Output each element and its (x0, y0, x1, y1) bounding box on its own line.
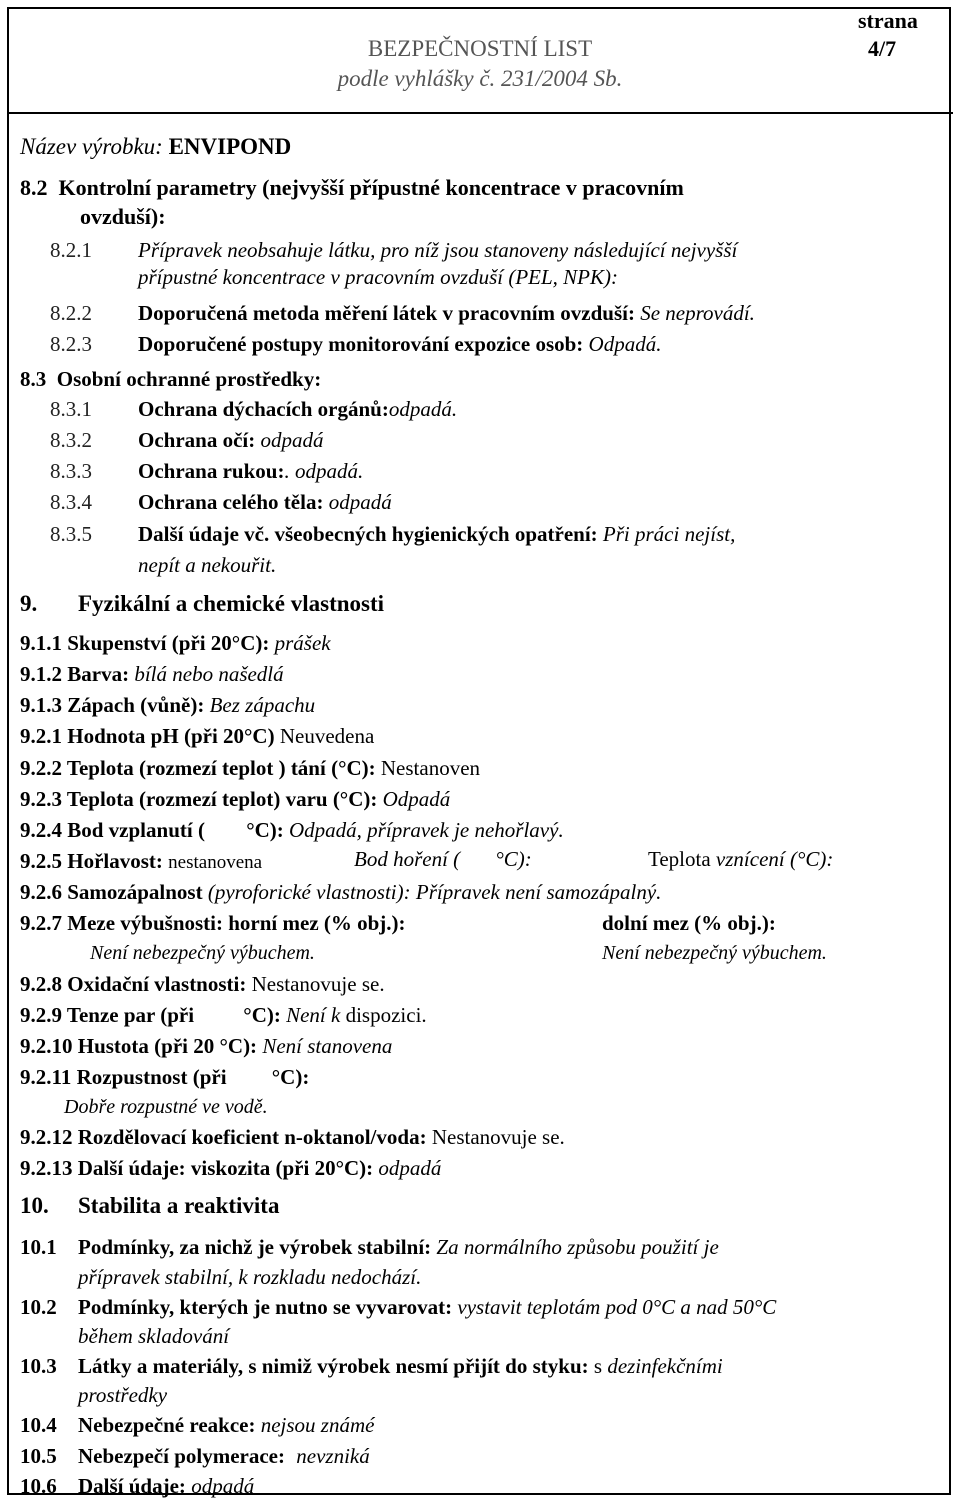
item-9-2-7-label2: dolní mez (% obj.): (602, 911, 776, 935)
section-8-2-3 (50, 331, 661, 357)
item-9-2-10 (20, 1033, 392, 1059)
section-8-2-title: Kontrolní parametry (nejvyšší přípustné koncentrace v pracovním (58, 175, 684, 200)
item-9-1-3-value: Bez zápachu (209, 693, 316, 717)
item-9-2-9 (20, 1002, 427, 1028)
section-10-num: 10. (20, 1193, 49, 1218)
item-9-2-13 (20, 1155, 441, 1181)
item-10-1-value-cont: přípravek stabilní, k rozkladu nedochází. (78, 1265, 422, 1289)
section-8-3-5-label: Další údaje vč. všeobecných hygienických opatření: (138, 522, 598, 546)
section-8-2-2-num: 8.2.2 (50, 301, 92, 325)
section-8-3-1-num: 8.3.1 (50, 397, 92, 421)
section-8-3-5-value-cont: nepít a nekouřit. (138, 553, 277, 577)
item-9-2-5-ignition-unit: vznícení (°C): (715, 847, 834, 871)
item-9-2-9-label-a: 9.2.9 Tenze par (při (20, 1003, 195, 1027)
section-8-2-2-label: Doporučená metoda měření látek v pracovním ovzduší: (138, 301, 635, 325)
section-9-title: Fyzikální a chemické vlastnosti (78, 591, 385, 616)
section-8-2-3-label: Doporučené postupy monitorování expozice osob: (138, 332, 584, 356)
page-number: 4/7 (868, 36, 897, 61)
item-10-2-value-cont: během skladování (78, 1324, 230, 1348)
item-9-2-9-value-italic: Není k (286, 1003, 341, 1027)
header-divider (7, 112, 953, 114)
item-9-2-7-value: Není nebezpečný výbuchem. (90, 942, 315, 964)
section-8-3-5 (50, 521, 735, 547)
item-9-1-1 (20, 630, 331, 656)
item-9-2-4-label-a: 9.2.4 Bod vzplanutí ( (20, 818, 205, 842)
item-9-2-9-value: dispozici. (345, 1003, 427, 1027)
section-8-2-1-num: 8.2.1 (50, 238, 92, 262)
document-title: BEZPEČNOSTNÍ LIST (367, 36, 593, 61)
section-10-title: Stabilita a reaktivita (78, 1193, 280, 1218)
section-8-3-2-num: 8.3.2 (50, 428, 92, 452)
section-8-3-heading (20, 366, 321, 392)
section-8-3-4-num: 8.3.4 (50, 490, 92, 514)
item-9-2-5-boiling-label: Bod hoření ( (354, 847, 461, 871)
item-10-3-value: dezinfekčními (607, 1354, 723, 1378)
section-8-2-1-text-cont: přípustné koncentrace v pracovním ovzduší (PEL, NPK): (138, 265, 618, 289)
item-9-1-3-label: 9.1.3 Zápach (vůně): (20, 693, 205, 717)
item-9-2-2-label: 9.2.2 Teplota (rozmezí teplot ) tání (°C): (20, 756, 376, 780)
item-10-2-num: 10.2 (20, 1295, 57, 1319)
item-10-5 (20, 1443, 370, 1469)
item-10-6-label: Další údaje: (78, 1474, 186, 1498)
item-9-2-5-label: 9.2.5 Hořlavost: (20, 849, 163, 873)
item-9-2-6-label: 9.2.6 Samozápalnost (20, 880, 203, 904)
item-9-2-4-label-b: °C): (246, 818, 284, 842)
section-10-heading (20, 1193, 279, 1219)
item-10-3-value-cont: prostředky (78, 1383, 168, 1407)
item-9-1-1-value: prášek (274, 631, 331, 655)
document-subtitle: podle vyhlášky č. 231/2004 Sb. (337, 66, 623, 91)
product-name: ENVIPOND (168, 134, 292, 159)
item-10-1-value: Za normálního způsobu použití je (436, 1235, 719, 1259)
item-10-4-label: Nebezpečné reakce: (78, 1413, 256, 1437)
item-9-2-10-label: 9.2.10 Hustota (při 20 °C): (20, 1034, 258, 1058)
item-9-2-8-label: 9.2.8 Oxidační vlastnosti: (20, 972, 247, 996)
item-10-2 (20, 1294, 776, 1320)
item-9-2-9-label-b: °C): (243, 1003, 281, 1027)
item-9-2-3 (20, 786, 450, 812)
section-8-3-2-label: Ochrana očí: (138, 428, 256, 452)
item-9-2-3-value: Odpadá (382, 787, 451, 811)
item-9-2-7-label: 9.2.7 Meze výbušnosti: horní mez (% obj.): (20, 911, 406, 935)
item-9-2-2 (20, 755, 480, 781)
item-10-3-value-pre: s (593, 1354, 603, 1378)
section-8-3-1 (50, 396, 457, 422)
item-10-3-label: Látky a materiály, s nimiž výrobek nesmí přijít do styku: (78, 1354, 589, 1378)
section-8-3-2 (50, 427, 323, 453)
item-9-2-4-value: Odpadá, přípravek je nehořlavý. (289, 818, 564, 842)
section-9-num: 9. (20, 591, 38, 616)
item-9-2-5-boiling-unit: °C): (495, 847, 532, 871)
product-label: Název výrobku: (20, 134, 163, 159)
item-9-2-7-value2: Není nebezpečný výbuchem. (602, 942, 827, 964)
item-9-2-6 (20, 879, 661, 905)
section-8-2-2-value: Se neprovádí. (640, 301, 755, 325)
item-10-4-value: nejsou známé (260, 1413, 375, 1437)
item-9-2-11-value: Dobře rozpustné ve vodě. (64, 1096, 268, 1118)
section-8-3-1-label: Ochrana dýchacích orgánů: (138, 397, 389, 421)
item-10-3 (20, 1353, 723, 1379)
product-line (20, 134, 291, 160)
page-word: strana (858, 8, 918, 33)
item-9-2-5-value: nestanovena (168, 852, 263, 873)
section-8-3-4 (50, 489, 392, 515)
section-8-2-1-text: Přípravek neobsahuje látku, pro níž jsou stanoveny následující nejvyšší (138, 238, 738, 262)
item-10-4-num: 10.4 (20, 1413, 57, 1437)
item-9-2-5-ignition-label: Teplota (648, 847, 711, 871)
item-9-2-1 (20, 723, 374, 749)
item-9-2-11-label-a: 9.2.11 Rozpustnost (při (20, 1065, 227, 1089)
item-9-1-2-value: bílá nebo našedlá (134, 662, 284, 686)
item-9-2-11 (20, 1064, 309, 1090)
item-9-2-2-value: Nestanoven (380, 756, 481, 780)
item-9-2-12-label: 9.2.12 Rozdělovací koeficient n-oktanol/voda: (20, 1125, 427, 1149)
item-9-2-5 (20, 848, 262, 876)
item-10-1 (20, 1234, 719, 1260)
item-10-3-num: 10.3 (20, 1354, 57, 1378)
item-9-2-1-label: 9.2.1 Hodnota pH (při 20°C) (20, 724, 275, 748)
item-9-2-12-value: Nestanovuje se. (431, 1125, 565, 1149)
item-9-2-5-boiling (354, 846, 532, 872)
item-9-2-10-value: Není stanovena (262, 1034, 393, 1058)
section-8-3-5-value: Při práci nejíst, (602, 522, 736, 546)
section-8-2-1 (50, 237, 737, 263)
item-10-5-num: 10.5 (20, 1444, 57, 1468)
section-8-2-title-cont: ovzduší): (80, 204, 166, 229)
item-9-2-8 (20, 971, 385, 997)
item-10-1-label: Podmínky, za nichž je výrobek stabilní: (78, 1235, 432, 1259)
item-10-6-num: 10.6 (20, 1474, 57, 1498)
item-9-1-2-label: 9.1.2 Barva: (20, 662, 130, 686)
section-8-3-4-label: Ochrana celého těla: (138, 490, 324, 514)
item-9-1-2 (20, 661, 284, 687)
section-8-3-3-label: Ochrana rukou: (138, 459, 285, 483)
item-10-1-num: 10.1 (20, 1235, 57, 1259)
item-9-2-12 (20, 1124, 565, 1150)
section-9-heading (20, 591, 384, 617)
item-9-2-6-value: (pyroforické vlastnosti): Přípravek není samozápalný. (207, 880, 662, 904)
item-10-4 (20, 1412, 374, 1438)
section-8-2-3-value: Odpadá. (588, 332, 662, 356)
section-8-3-5-num: 8.3.5 (50, 522, 92, 546)
section-8-2-3-num: 8.2.3 (50, 332, 92, 356)
item-10-6 (20, 1473, 254, 1499)
section-8-2-heading (20, 175, 684, 201)
item-9-2-4 (20, 817, 564, 843)
item-9-2-3-label: 9.2.3 Teplota (rozmezí teplot) varu (°C): (20, 787, 378, 811)
section-8-3-3-value: . odpadá. (284, 459, 364, 483)
section-8-3-1-value: odpadá. (388, 397, 458, 421)
item-10-5-label: Nebezpečí polymerace: (78, 1444, 285, 1468)
section-8-3-num: 8.3 (20, 367, 47, 391)
item-9-1-3 (20, 692, 315, 718)
item-9-2-13-label: 9.2.13 Další údaje: viskozita (při 20°C): (20, 1156, 374, 1180)
section-8-3-4-value: odpadá (328, 490, 392, 514)
item-9-2-11-label-b: °C): (271, 1065, 310, 1089)
item-10-6-value: odpadá (191, 1474, 255, 1498)
item-9-2-5-ignition (648, 846, 833, 872)
section-8-3-3-num: 8.3.3 (50, 459, 92, 483)
item-9-2-8-value: Nestanovuje se. (251, 972, 385, 996)
item-9-1-1-label: 9.1.1 Skupenství (při 20°C): (20, 631, 270, 655)
section-8-3-title: Osobní ochranné prostředky: (56, 367, 322, 391)
item-9-2-13-value: odpadá (378, 1156, 442, 1180)
item-10-2-label: Podmínky, kterých je nutno se vyvarovat: (78, 1295, 453, 1319)
item-10-5-value: nevzniká (296, 1444, 370, 1468)
section-8-2-2 (50, 300, 755, 326)
section-8-2-num: 8.2 (20, 175, 48, 200)
item-9-2-1-value: Neuvedena (279, 724, 375, 748)
section-8-3-2-value: odpadá (260, 428, 324, 452)
section-8-3-3 (50, 458, 363, 484)
item-10-2-value: vystavit teplotám pod 0°C a nad 50°C (457, 1295, 777, 1319)
